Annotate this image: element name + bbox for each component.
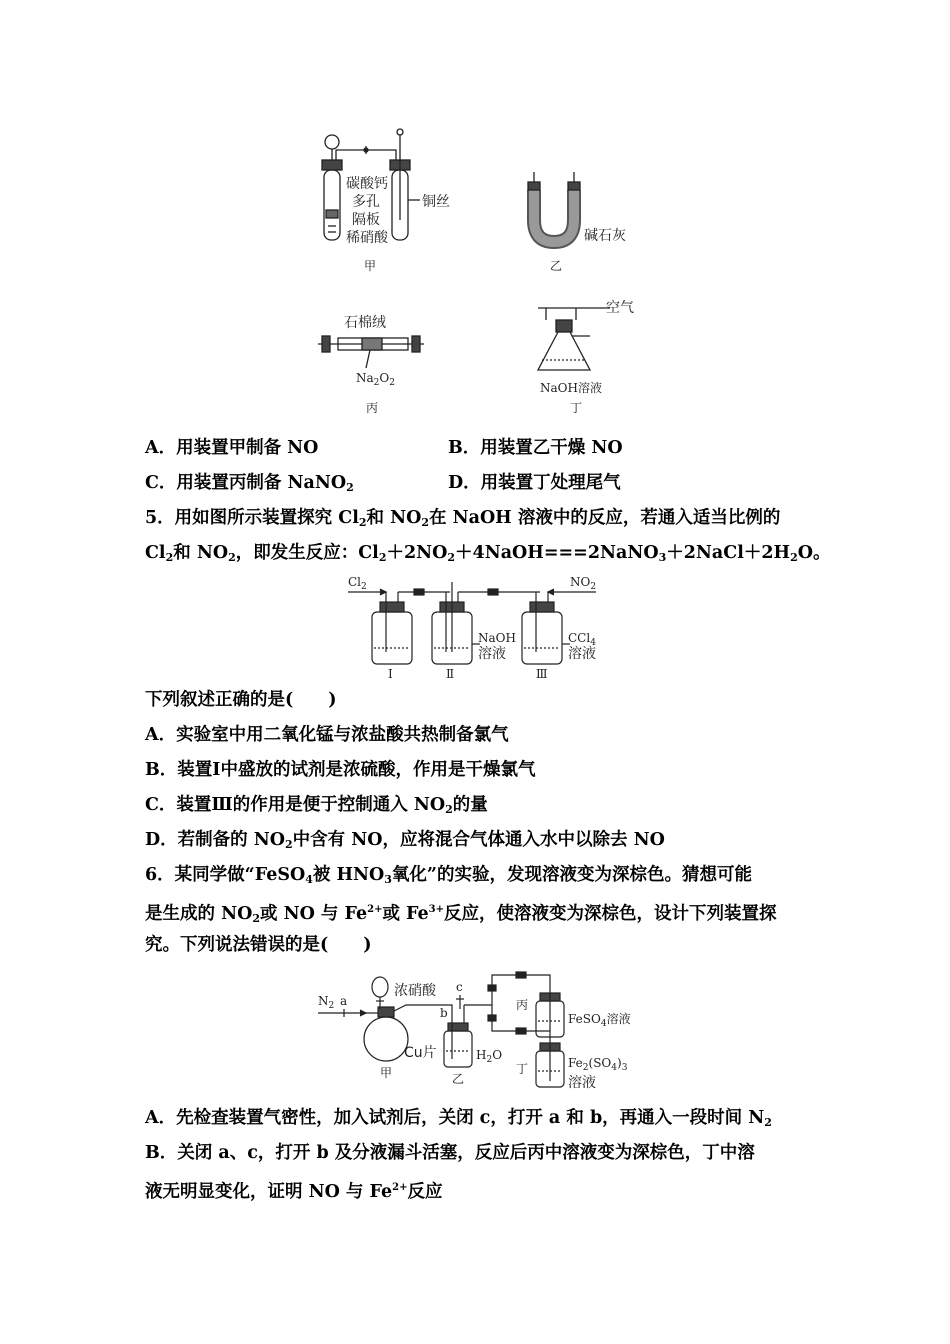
q5-fig-ccl4-sol: 溶液 xyxy=(568,646,596,662)
q6-fig-a: a xyxy=(340,994,348,1008)
q6-fig-bing: 丙 xyxy=(516,998,529,1012)
ding-caption: 丁 xyxy=(570,401,583,415)
ding-label-naoh: NaOH溶液 xyxy=(540,381,602,395)
q5-fig-roman-3: Ⅲ xyxy=(536,667,548,681)
q5-fig-naoh: NaOH xyxy=(478,631,516,645)
jia-label-hno3: 稀硝酸 xyxy=(346,230,388,246)
q5-question: 下列叙述正确的是( ) xyxy=(145,690,337,710)
yi-caption: 乙 xyxy=(550,259,563,273)
q6-fig-ding: 丁 xyxy=(516,1062,529,1076)
q5-fig-cl2: $Cl_2$ xyxy=(348,575,367,592)
q6-option-b-line2: 液无明显变化，证明 NO 与 $Fe^{2+}$反应 xyxy=(145,1182,443,1202)
q5-fig-roman-1: Ⅰ xyxy=(388,667,393,681)
q6-fig-feso4: FeSO$_4$溶液 xyxy=(568,1012,631,1029)
jia-label-caco3: 碳酸钙 xyxy=(346,176,388,192)
q4-option-d: D．用装置丁处理尾气 xyxy=(448,473,621,493)
q5-option-d: D．若制备的 $NO_2$中含有 NO，应将混合气体通入水中以除去 NO xyxy=(145,830,665,851)
q5-stem-line1: 5．用如图所示装置探究 $Cl_2$和 $NO_2$在 NaOH 溶液中的反应，若通入适当比例的 xyxy=(145,508,781,529)
q6-fig-fe2-sol: 溶液 xyxy=(568,1075,596,1091)
apparatus-figure-q6 xyxy=(310,965,650,1095)
q5-stem-line2: $Cl_2$和 $NO_2$，即发生反应：$Cl_2+2NO_2+4NaOH===2NaNO_3+2NaCl+2H_2O$。 xyxy=(145,543,831,564)
q5-fig-ccl4: CCl$_4$ xyxy=(568,631,596,648)
q5-option-a: A．实验室中用二氧化锰与浓盐酸共热制备氯气 xyxy=(145,725,509,745)
q6-stem-line3: 究。下列说法错误的是( ) xyxy=(145,935,372,955)
q5-option-b: B．装置Ⅰ中盛放的试剂是浓硫酸，作用是干燥氯气 xyxy=(145,760,536,780)
apparatus-yi xyxy=(528,172,580,242)
q6-fig-h2o: $H_2O$ xyxy=(476,1048,503,1065)
q6-stem-line1: 6．某同学做“FeSO$_4$被 $HNO_3$氧化”的实验，发现溶液变为深棕色。猜想可能 xyxy=(145,865,752,886)
q5-fig-roman-2: Ⅱ xyxy=(446,667,455,681)
apparatus-figure-q5 xyxy=(340,572,610,682)
q6-fig-c: c xyxy=(456,980,463,994)
q6-fig-fe2so43: $Fe_2(SO_4)_3$ xyxy=(568,1056,628,1073)
q4-option-b: B．用装置乙干燥 NO xyxy=(448,438,623,458)
q5-fig-naoh-sol: 溶液 xyxy=(478,646,506,662)
jia-label-copper: 铜丝 xyxy=(422,194,450,210)
q5-fig-no2: $NO_2$ xyxy=(570,575,597,592)
apparatus-ding xyxy=(538,308,610,370)
q6-fig-yi: 乙 xyxy=(452,1072,465,1086)
q5-option-c: C．装置Ⅲ的作用是便于控制通入 $NO_2$的量 xyxy=(145,795,488,816)
bing-label-na2o2: $Na_2O_2$ xyxy=(356,371,395,388)
jia-caption: 甲 xyxy=(364,259,377,273)
q4-option-a: A．用装置甲制备 NO xyxy=(145,438,319,458)
q6-fig-n2: $N_2$ xyxy=(318,994,335,1011)
q6-fig-b: b xyxy=(440,1006,448,1020)
q4-option-c: C．用装置丙制备 NaNO$_2$ xyxy=(145,473,354,494)
bing-label-top: 石棉绒 xyxy=(344,315,386,331)
q6-option-b-line1: B．关闭 a、c，打开 b 及分液漏斗活塞，反应后丙中溶液变为深棕色，丁中溶 xyxy=(145,1143,755,1163)
ding-label-air: 空气 xyxy=(606,300,634,316)
q6-fig-acid: 浓硝酸 xyxy=(394,983,436,999)
apparatus-figure-1 xyxy=(300,120,660,420)
q6-stem-line2: 是生成的 $NO_2$或 NO 与 $Fe^{2+}$或 $Fe^{3+}$反应，使溶液变为深棕色，设计下列装置探 xyxy=(145,904,777,925)
jia-label-porous: 多孔 xyxy=(352,194,380,210)
apparatus-bing xyxy=(318,336,424,368)
bing-caption: 丙 xyxy=(366,401,379,415)
yi-label-sodalime: 碱石灰 xyxy=(584,228,626,244)
q6-fig-jia: 甲 xyxy=(380,1066,393,1080)
q6-fig-cu: Cu片 xyxy=(404,1045,437,1061)
q6-option-a: A．先检查装置气密性，加入试剂后，关闭 c，打开 a 和 b，再通入一段时间 $N_2$ xyxy=(145,1108,772,1129)
jia-label-plate: 隔板 xyxy=(352,212,380,228)
